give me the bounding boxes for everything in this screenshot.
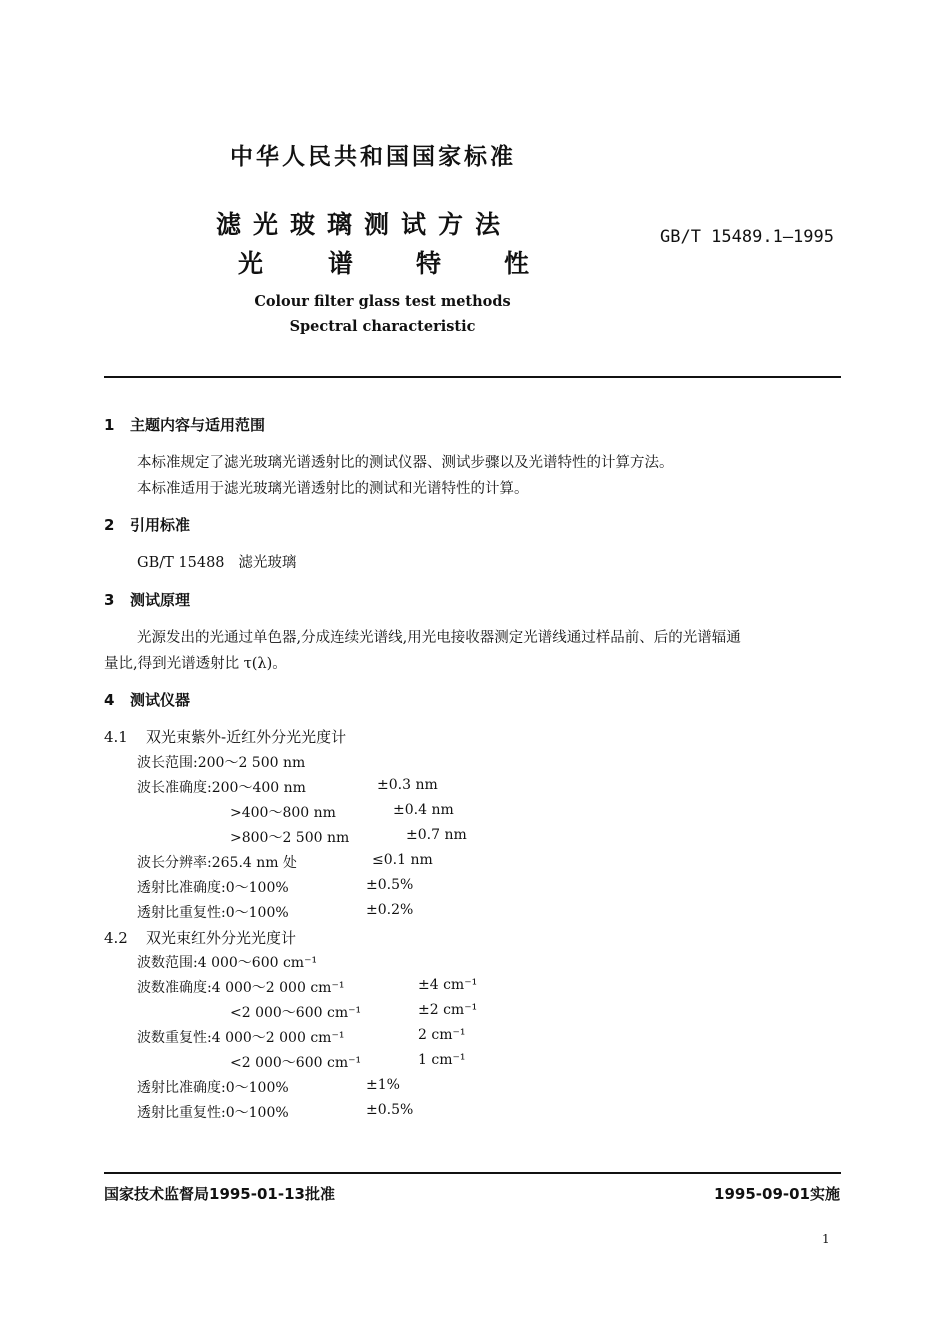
spec-value: ±4 cm⁻¹ [418, 977, 478, 993]
spec-label: 波长范围:200～2 500 nm [137, 755, 306, 771]
spec-label: 透射比重复性:0～100% [137, 905, 289, 921]
section-title: 引用标准 [130, 516, 191, 534]
spec-value: 1 cm⁻¹ [418, 1052, 466, 1068]
header-divider [104, 376, 841, 378]
section-title: 主题内容与适用范围 [130, 416, 266, 434]
subsection-title: 双光束红外分光光度计 [146, 929, 297, 947]
document-title-char: 谱 [328, 249, 354, 278]
footer-divider [104, 1172, 841, 1174]
national-standard-heading: 中华人民共和国国家标准 [230, 144, 516, 170]
spec-value: 2 cm⁻¹ [418, 1027, 466, 1043]
spec-value: ±2 cm⁻¹ [418, 1002, 478, 1018]
spec-label: 透射比重复性:0～100% [137, 1105, 289, 1121]
spec-value: ±0.2% [366, 902, 414, 918]
section-title: 测试原理 [130, 591, 191, 609]
spec-label: <2 000～600 cm⁻¹ [230, 1005, 362, 1021]
standard-number: GB/T 15489.1—1995 [660, 227, 834, 247]
spec-label: 透射比准确度:0～100% [137, 880, 289, 896]
page-number: 1 [822, 1232, 830, 1246]
reference-standard: GB/T 15488 滤光玻璃 [137, 555, 297, 571]
document-title-char: 性 [504, 249, 530, 278]
document-title-line1: 滤光玻璃测试方法 [216, 210, 513, 239]
section-heading-3 [104, 589, 190, 610]
spec-value: ±0.5% [366, 877, 414, 893]
spec-value: ≤0.1 nm [372, 852, 433, 868]
spec-label: <2 000～600 cm⁻¹ [230, 1055, 362, 1071]
spec-value: ±0.3 nm [377, 777, 438, 793]
section-number: 2 [104, 516, 115, 534]
spec-label: 波长分辨率:265.4 nm 处 [137, 855, 297, 871]
spec-label: 波数准确度:4 000～2 000 cm⁻¹ [137, 980, 345, 996]
spec-label: 波数范围:4 000～600 cm⁻¹ [137, 955, 318, 971]
section-heading-4 [104, 689, 190, 710]
spec-value: ±0.4 nm [393, 802, 454, 818]
spec-label: >400～800 nm [230, 805, 336, 821]
section-number: 4 [104, 691, 115, 709]
subsection-heading-4-1 [104, 726, 346, 747]
spec-label: 透射比准确度:0～100% [137, 1080, 289, 1096]
spec-label: 波数重复性:4 000～2 000 cm⁻¹ [137, 1030, 345, 1046]
subsection-number: 4.1 [104, 728, 128, 746]
subsection-title: 双光束紫外-近红外分光光度计 [146, 728, 347, 746]
subsection-number: 4.2 [104, 929, 128, 947]
document-title-char: 特 [416, 249, 442, 278]
section-number: 1 [104, 416, 115, 434]
subsection-heading-4-2 [104, 927, 296, 948]
english-title-line2: Spectral characteristic [289, 318, 476, 335]
paragraph: 光源发出的光通过单色器,分成连续光谱线,用光电接收器测定光谱线通过样品前、后的光谱辐通 [137, 630, 741, 646]
spec-label: >800～2 500 nm [230, 830, 350, 846]
section-title: 测试仪器 [130, 691, 191, 709]
spec-value: ±0.5% [366, 1102, 414, 1118]
spec-value: ±1% [366, 1077, 400, 1093]
section-number: 3 [104, 591, 115, 609]
section-heading-2 [104, 514, 190, 535]
paragraph: 本标准规定了滤光玻璃光谱透射比的测试仪器、测试步骤以及光谱特性的计算方法。 [137, 455, 674, 471]
section-heading-1 [104, 414, 265, 435]
spec-value: ±0.7 nm [406, 827, 467, 843]
paragraph: 量比,得到光谱透射比 τ(λ)。 [104, 656, 287, 672]
paragraph: 本标准适用于滤光玻璃光谱透射比的测试和光谱特性的计算。 [137, 481, 529, 497]
approval-date: 国家技术监督局1995-01-13批准 [104, 1185, 335, 1203]
effective-date: 1995-09-01实施 [714, 1185, 840, 1203]
spec-label: 波长准确度:200～400 nm [137, 780, 306, 796]
document-title-char: 光 [238, 249, 264, 278]
english-title-line1: Colour filter glass test methods [254, 293, 511, 310]
